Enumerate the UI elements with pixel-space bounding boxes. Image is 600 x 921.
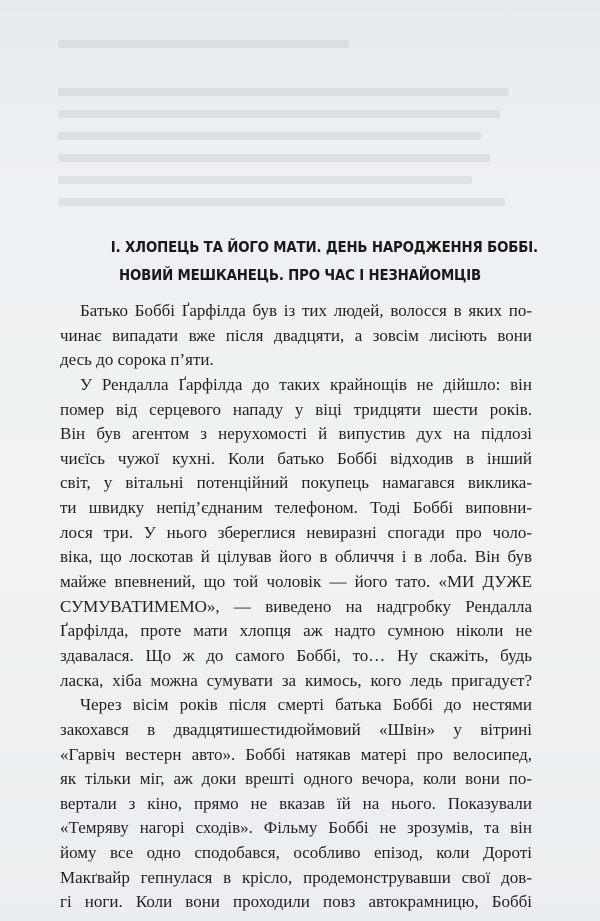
chapter-title <box>110 233 538 289</box>
text-line: ти швидку непід’єднаним телефоном. Тоді Боббі виповни- <box>60 498 532 518</box>
text-line: світ, у вітальні потенційний покупець намагався виклика- <box>60 473 532 493</box>
text-line: «Гарвіч вестерн авто». Боббі натякав матері про велосипед, <box>60 744 532 764</box>
text-line: закохався в двадцятишестидюймовий «Швін» у вітрині <box>60 719 532 739</box>
text-line: майже впевнений, що той чоловік — його тато. «МИ ДУЖЕ <box>60 572 532 592</box>
text-line: ласка, хіба можна сумувати за кимось, кого ледь пригадуєт? <box>60 670 532 690</box>
text-line: Макґвайр гепнулася в крісло, продемонструвавши свої дов- <box>60 867 532 887</box>
text-line: «Темряву нагорі сходів». Фільму Боббі не зрозумів, та він <box>60 818 532 838</box>
text-line: лося три. У нього збереглися невиразні спогади про чоло- <box>60 522 532 542</box>
text-line: Він був агентом з нерухомості й випустив дух на підлозі <box>60 424 532 444</box>
text-line: помер від серцевого нападу у віці тридцяти шести років. <box>60 399 532 419</box>
text-line: Батько Боббі Ґарфілда був із тих людей, волосся в яких по- <box>80 301 532 320</box>
text-line: чиєїсь чужої кухні. Коли батько Боббі відходив в інший <box>60 448 532 468</box>
body-text <box>60 299 532 915</box>
bleed-through-text <box>58 40 528 250</box>
text-line: як тільки міг, аж доки врешті одного вечора, коли вони по- <box>60 769 532 789</box>
text-line: віка, що лоскотав й цілував його в обличчя і в лоба. Він був <box>60 547 532 567</box>
text-line: йому все одно сподобався, особливо епізод, коли Дороті <box>60 843 532 863</box>
text-line: десь до сорока п’яти. <box>60 350 214 370</box>
text-line: СУМУВАТИМЕМО», — виведено на надгробку Рендалла <box>60 596 532 616</box>
text-line: вертали з кіно, прямо не вказав їй на нього. Показували <box>60 793 532 813</box>
chapter-title-line: І. ХЛОПЕЦЬ ТА ЙОГО МАТИ. ДЕНЬ НАРОДЖЕННЯ БОББІ. <box>110 238 538 256</box>
text-line: здавалася. Що ж до самого Боббі, то… Ну скажіть, будь <box>60 645 532 665</box>
chapter-title-line: НОВИЙ МЕШКАНЕЦЬ. ПРО ЧАС І НЕЗНАЙОМЦІВ <box>118 266 482 284</box>
text-line: чинає випадати вже після двадцяти, а зовсім лисіють вони <box>60 325 532 345</box>
text-line: Ґарфілда, проте мати хлопця аж надто сумною ніколи не <box>60 621 532 641</box>
text-line: У Рендалла Ґарфілда до таких крайнощів не дійшло: він <box>80 374 532 394</box>
text-line: Через вісім років після смерті батька Боббі до нестями <box>80 695 532 715</box>
text-line: гі ноги. Коли вони проходили повз автокрамницю, Боббі <box>60 892 532 912</box>
